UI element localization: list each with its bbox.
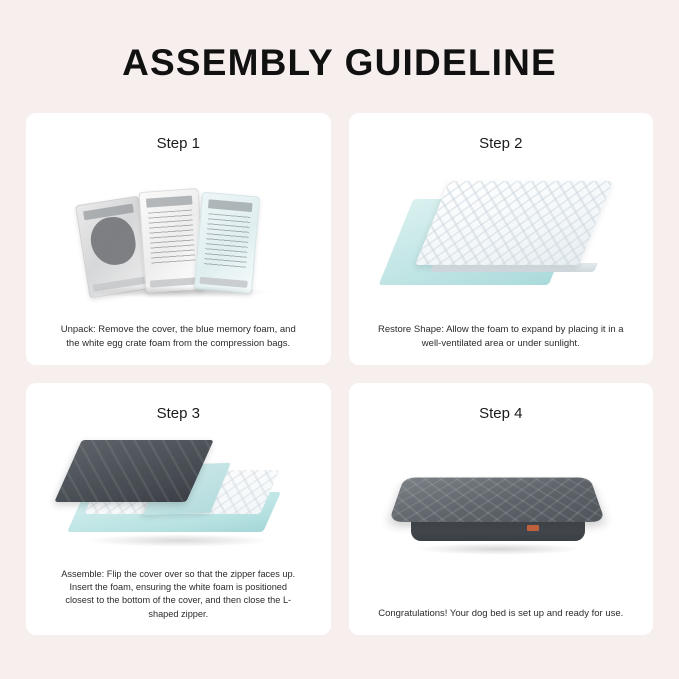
- bag-header-strip: [146, 195, 193, 207]
- foam-layers-illustration: [363, 152, 640, 323]
- step-3-label: Step 3: [156, 405, 200, 422]
- step-2-caption: Restore Shape: Allow the foam to expand by placing it in a well-ventilated area or under sunlight.: [377, 324, 624, 350]
- page-title: ASSEMBLY GUIDELINE: [122, 42, 557, 83]
- steps-grid: [26, 113, 653, 635]
- drop-shadow: [86, 286, 272, 298]
- step-4-caption: Congratulations! Your dog bed is set up and ready for use.: [378, 608, 624, 620]
- step-2-label: Step 2: [479, 135, 523, 152]
- step-1-caption: Unpack: Remove the cover, the blue memory foam, and the white egg crate foam from the compression bags.: [60, 324, 296, 350]
- drop-shadow: [86, 534, 272, 547]
- finished-dog-bed-illustration: [363, 422, 640, 607]
- cover-insert-illustration: [40, 422, 317, 568]
- compression-bags-illustration: [40, 152, 317, 323]
- step-card-3: [26, 383, 331, 635]
- bags-group: [58, 178, 298, 298]
- bed-quilted-top: [388, 477, 605, 521]
- bed-side-panel: [411, 521, 585, 541]
- bag-blue-icon: [194, 191, 260, 294]
- step-1-label: Step 1: [156, 135, 200, 152]
- dog-bed-group: [391, 455, 611, 575]
- white-egg-crate-foam: [415, 181, 613, 265]
- bag-header-strip: [208, 199, 253, 212]
- drop-shadow: [415, 543, 583, 555]
- bag-foam-blob: [88, 214, 139, 268]
- assembly-group: [58, 430, 298, 560]
- step-4-label: Step 4: [479, 405, 523, 422]
- gray-cover: [54, 440, 214, 502]
- step-3-caption: Assemble: Flip the cover over so that the zipper faces up. Insert the foam, ensuring the white foam is positioned closest to the bottom of the cover, and then close the L-shaped zipper.: [61, 568, 296, 619]
- bag-text-lines: [148, 209, 196, 266]
- step-card-2: [349, 113, 654, 365]
- bag-text-lines: [204, 213, 251, 270]
- step-card-4: [349, 383, 654, 635]
- foam-group: [396, 173, 606, 303]
- brand-tag: [527, 525, 539, 531]
- step-card-1: [26, 113, 331, 365]
